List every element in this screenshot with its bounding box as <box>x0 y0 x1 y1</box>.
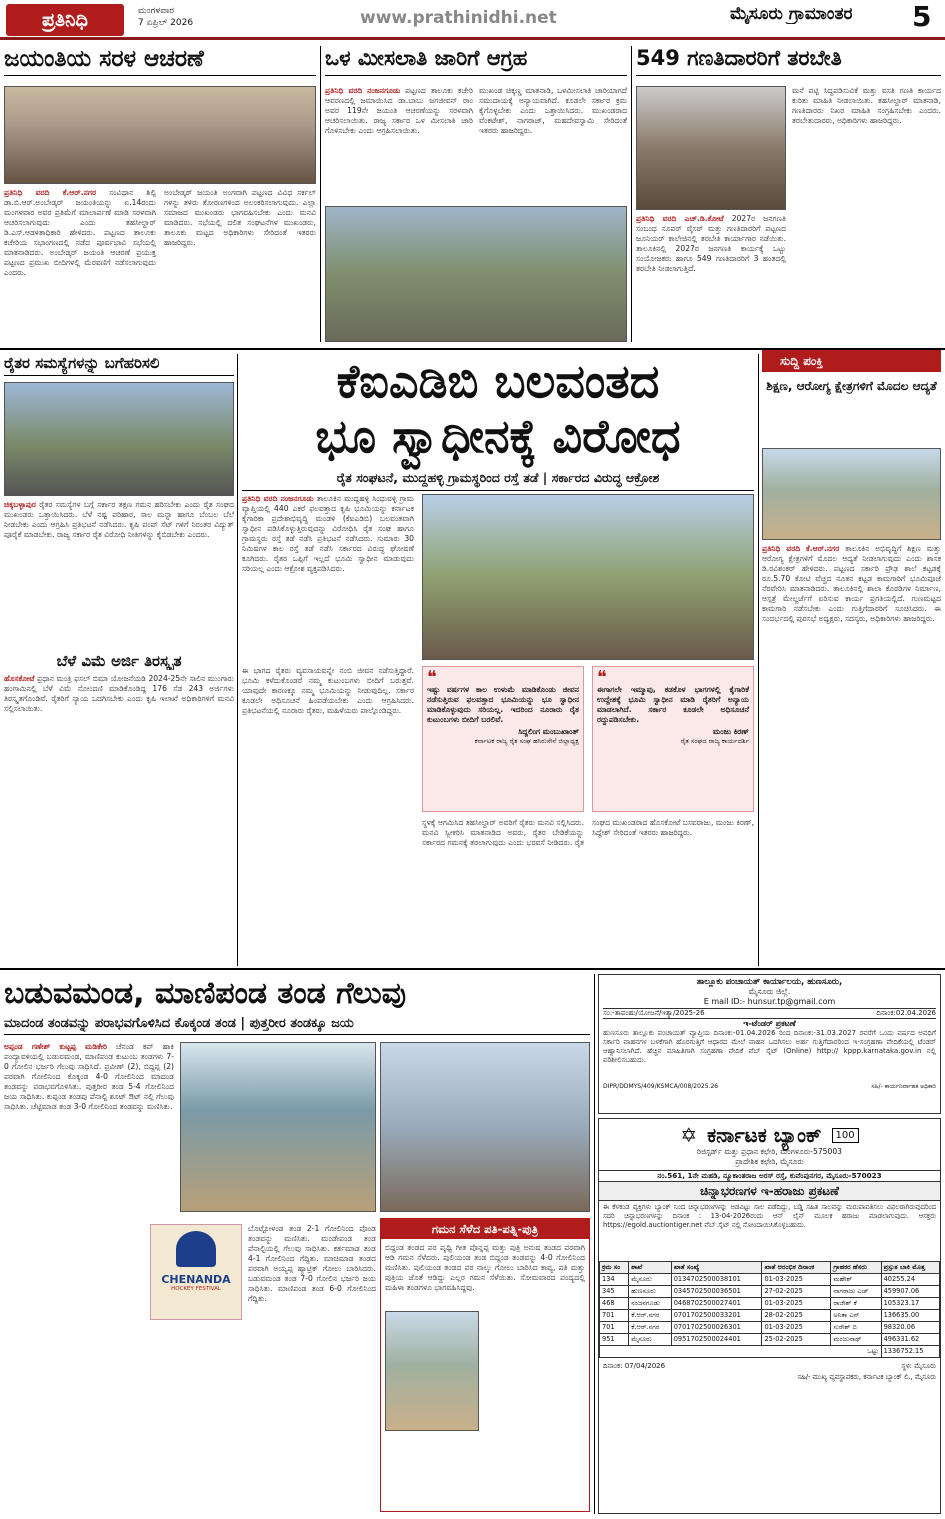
table-cell: ಮೈಸೂರು <box>629 1274 671 1286</box>
story5-headline: ಬೆಳೆ ವಿಮೆ ಅರ್ಜಿ ತಿರಸ್ಕೃತ <box>56 652 182 670</box>
sports-body-a: ಚೆನಂಡ ಕಪ್ ಹಾಕಿ ಪಂದ್ಯಾವಳಿಯಲ್ಲಿ ಬಡುವಮಂಡ, ಮಾಣಿಪಂಡ ಕುಟುಂಬ ತಂಡಗಳು 7-0 ಗೋಲಿನ ಭರ್ಜರಿ ಗೆಲುವು ಸಾಧಿಸಿದೆ. ಪ್ರವೀಣ್ (2), ಬಿದ್ದಪ್ಪ (2) ಪರವಾಗಿ ಗೋಲಿನಿಂದ ಕೊಕ್ಕಂಡ 4-0 ಗೋಲಿನಿಂದ ಮಾದಂಡ ತಂಡವನ್ನು ಪರಾಭವಗೊಳಿಸಿತು. ಪುತ್ತರೀರ ತಂಡ 5-4 ಗೋಲಿನಿಂದ ಜಯ ಸಾಧಿಸಿತು. ಕುಪ್ಪಂಡ ತಂಡವು ಪೆನಾಲ್ಟಿ ಶೂಟ್ ಔಟ್ ನಲ್ಲಿ ಗೆಲುವು ಸಾಧಿಸಿತು. ಚೆಟ್ಟಿಮಾಡ ತಂಡ 3-0 ಗೋಲಿನಿಂದ ತಂಡವನ್ನು ಮಣಿಸಿತು. <box>4 1042 174 1111</box>
notice-code: DIPR/DDMYS/409/KSMCA/008/2025.26 <box>603 1083 719 1090</box>
tender-notice <box>598 974 941 1114</box>
auction-col-header: ಶಾಖೆ <box>629 1262 671 1274</box>
lead-story <box>242 354 754 966</box>
table-cell: 01-03-2025 <box>762 1274 831 1286</box>
table-cell: 459907.06 <box>881 1286 939 1298</box>
story2-col1 <box>325 86 473 204</box>
bank-sub: ರಿಜಿಸ್ಟರ್ಡ್ ಮತ್ತು ಪ್ರಧಾನ ಕಛೇರಿ, ಮಂಗಳೂರು-575003 <box>696 1147 842 1156</box>
lead-col2: ಈ ಭಾಗದ ರೈತರು ವ್ಯವಸಾಯವನ್ನೇ ನಂಬಿ ಜೀವನ ನಡೆಸುತ್ತಿದ್ದಾರೆ. ಭೂಮಿ ಕಳೆದುಕೊಂಡರೆ ನಮ್ಮ ಕುಟುಂಬಗಳು ಬೀದಿಗೆ ಬರುತ್ತವೆ. ಯಾವುದೇ ಕಾರಣಕ್ಕೂ ನಮ್ಮ ಭೂಮಿಯನ್ನು ನೀಡುವುದಿಲ್ಲ. ಸರ್ಕಾರ ಕೂಡಲೇ ಅಧಿಸೂಚನೆ ಹಿಂಪಡೆಯಬೇಕು ಎಂದು ಆಗ್ರಹಿಸಿದರು. ಪ್ರತಿಭಟನೆಯಲ್ಲಿ ನೂರಾರು ರೈತರು, ಮಹಿಳೆಯರು ಪಾಲ್ಗೊಂಡಿದ್ದರು. <box>242 666 414 715</box>
lead-col3: ಸ್ಥಳಕ್ಕೆ ಆಗಮಿಸಿದ ತಹಸೀಲ್ದಾರ್ ಅವರಿಗೆ ರೈತರು ಮನವಿ ಸಲ್ಲಿಸಿದರು. ಮನವಿ ಸ್ವೀಕರಿಸಿ ಮಾತನಾಡಿದ ಅವರು, ರೈತರ ಬೇಡಿಕೆಯನ್ನು ಸರ್ಕಾರದ ಗಮನಕ್ಕೆ ತರಲಾಗುವುದು ಎಂದು ಭರವಸೆ ನೀಡಿದರು. ರೈತ ಸಂಘದ ಮುಖಂಡರಾದ ಹೊಸಕೋಟೆ ಬಸವರಾಜು, ಮಂಜು ಕಿರಣ್, ಸಿದ್ದೇಶ್ ಸೇರಿದಂತೆ ಇತರರು ಹಾಜರಿದ್ದರು. <box>422 818 754 847</box>
notice-district: ಮೈಸೂರು ಜಿಲ್ಲೆ. <box>748 987 791 996</box>
lead-quote-1 <box>422 666 584 812</box>
lead-photo <box>422 494 754 660</box>
paper-logo: ಪ್ರತಿನಿಧಿ <box>6 4 124 36</box>
table-cell: 701 <box>600 1322 629 1334</box>
column-rule <box>320 46 321 342</box>
table-total-row <box>600 1346 940 1358</box>
story2-photo <box>325 206 627 342</box>
notice-ref: ಸಂ:-ತಾಪಂಹು/ಯೋಜನೆ/ಇತ್ಯಾ/2025-26 <box>603 1009 705 1017</box>
bank-star-icon: ✡ <box>680 1123 698 1147</box>
logo-sub: HOCKEY FESTIVAL <box>171 1286 221 1292</box>
issue-day: ಮಂಗಳವಾರ <box>138 6 175 16</box>
auction-table <box>599 1261 940 1358</box>
quote2-role: ರೈತ ಸಂಘದ ರಾಜ್ಯ ಕಾರ್ಯದರ್ಶಿ <box>680 737 749 745</box>
table-cell: 136635.00 <box>881 1310 939 1322</box>
story4-byline: ಚಿಕ್ಕಬಳ್ಳಾಪುರ <box>4 500 36 509</box>
bank-name: ಕರ್ನಾಟಕ ಬ್ಯಾಂಕ್ <box>707 1123 822 1147</box>
sports-story <box>4 974 590 1514</box>
story3-headline: 549 ಗಣತಿದಾರರಿಗೆ ತರಬೇತಿ <box>636 46 941 76</box>
notice-refline <box>603 1008 936 1019</box>
brief-column <box>762 350 941 966</box>
story5-byline: ಹೊಸಕೋಟೆ <box>4 674 35 683</box>
story1-col2: ಅಂಬೇಡ್ಕರ್ ಜಯಂತಿ ಅಂಗವಾಗಿ ಪಟ್ಟಣದ ವಿವಿಧ ಸರ್ಕಲ್ ಗಳನ್ನು ತಳಿರು ತೋರಣಗಳಿಂದ ಅಲಂಕರಿಸಲಾಗುವುದು. ಎಲ್ಲಾ ಸಮಾಜದ ಮುಖಂಡರು ಭಾಗವಹಿಸಬೇಕು ಎಂದು ಮನವಿ ಮಾಡಿದರು. ಸಭೆಯಲ್ಲಿ ದಲಿತ ಸಂಘಟನೆಗಳ ಮುಖಂಡರು, ತಾಲೂಕು ಮಟ್ಟದ ಅಧಿಕಾರಿಗಳು ಸೇರಿದಂತೆ ಇತರರು ಹಾಜರಿದ್ದರು. <box>164 188 316 247</box>
bank-auction-ad <box>598 1118 941 1514</box>
bank-brand <box>599 1123 940 1147</box>
story3-place: ಎಚ್.ಡಿ.ಕೋಟೆ <box>684 214 724 223</box>
issue-date <box>138 5 193 29</box>
table-cell: 28-02-2025 <box>762 1310 831 1322</box>
quote1-role: ಕರ್ನಾಟಕ ರಾಜ್ಯ ರೈತ ಸಂಘ ಹಸಿರುಸೇನೆ ಜಿಲ್ಲಾಧ್ಯಕ್ಷ <box>474 737 579 745</box>
story4-headline: ರೈತರ ಸಮಸ್ಯೆಗಳನ್ನು ಬಗೆಹರಿಸಲಿ <box>4 354 234 376</box>
column-rule <box>758 354 759 966</box>
section-rule <box>0 968 945 970</box>
brief-body-text: ತಾಲೂಕಿನ ಅಭಿವೃದ್ಧಿಗೆ ಶಿಕ್ಷಣ ಮತ್ತು ಆರೋಗ್ಯ ಕ್ಷೇತ್ರಗಳಿಗೆ ಮೊದಲ ಆದ್ಯತೆ ನೀಡಲಾಗುವುದು ಎಂದು ಶಾಸಕ ಡಿ.ರವಿಶಂಕರ್ ಹೇಳಿದರು. ಪಟ್ಟಣದ ಸರ್ಕಾರಿ ಪ್ರೌಢ ಶಾಲೆ ಕಟ್ಟಡಕ್ಕೆ ರೂ.5.70 ಕೋಟಿ ವೆಚ್ಚದ ನೂತನ ಕಟ್ಟಡ ಕಾಮಗಾರಿಗೆ ಭೂಮಿಪೂಜೆ ನೆರವೇರಿಸಿ ಮಾತನಾಡಿದರು. ತಾಲೂಕಿನಲ್ಲಿ ಶಾಲಾ ಕೊಠಡಿಗಳ ನಿರ್ಮಾಣ, ಆಸ್ಪತ್ರೆ ಮೇಲ್ದರ್ಜೆಗೆ ಏರಿಸುವ ಕಾರ್ಯ ಪ್ರಗತಿಯಲ್ಲಿದೆ. ಗುಣಮಟ್ಟದ ಕಾಮಗಾರಿ ನಡೆಸಬೇಕು ಎಂದು ಗುತ್ತಿಗೆದಾರರಿಗೆ ಸೂಚಿಸಿದರು. ಈ ಸಂದರ್ಭದಲ್ಲಿ ಪುರಸಭೆ ಅಧ್ಯಕ್ಷರು, ಸದಸ್ಯರು, ಅಧಿಕಾರಿಗಳು ಹಾಜರಿದ್ದರು. <box>762 544 941 623</box>
story3-byline: ಪ್ರತಿನಿಧಿ ವರದಿ <box>636 214 677 223</box>
story4-body-text: ರೈತರ ಸಮಸ್ಯೆಗಳ ಬಗ್ಗೆ ಸರ್ಕಾರ ತಕ್ಷಣ ಗಮನ ಹರಿಸಬೇಕು ಎಂದು ರೈತ ಸಂಘದ ಮುಖಂಡರು ಒತ್ತಾಯಿಸಿದರು. ಬೆಳೆ ನಷ್ಟ ಪರಿಹಾರ, ಸಾಲ ಮನ್ನಾ ಹಾಗೂ ಬೆಂಬಲ ಬೆಲೆ ನೀಡಬೇಕು ಎಂದು ಆಗ್ರಹಿಸಿ ಪ್ರತಿಭಟನೆ ನಡೆಸಿದರು. ಕೃಷಿ ಪಂಪ್ ಸೆಟ್ ಗಳಿಗೆ ನಿರಂತರ ವಿದ್ಯುತ್ ಪೂರೈಕೆ ಮಾಡಬೇಕು. ರಾಜ್ಯ ಸರ್ಕಾರ ರೈತ ವಿರೋಧಿ ನೀತಿಗಳನ್ನು ಕೈಬಿಡಬೇಕು ಎಂದರು. <box>4 500 234 539</box>
bank-body: ಈ ಕೆಳಕಂಡ ವ್ಯಕ್ತಿಗಳು ಬ್ಯಾಂಕ್ ನಿಂದ ಚಿನ್ನಾಭರಣಗಳನ್ನು ಅಡವಿಟ್ಟು ಸಾಲ ಪಡೆದಿದ್ದು, ಬಡ್ಡಿ ಸಹಿತ ಸಾಲವನ್ನು ಮರುಪಾವತಿಸಲು ವಿಫಲರಾಗಿರುವುದರಿಂದ ಸದರಿ ಚಿನ್ನಾಭರಣಗಳನ್ನು ದಿನಾಂಕ : 13-04-2026ರಂದು ಆನ್ ಲೈನ್ ಮೂಲಕ ಹರಾಜು ಮಾಡಲಾಗುವುದು. ಆಸಕ್ತರು https://egold.auctiontiger.net ವೆಬ್ ಸೈಟ್ ನಲ್ಲಿ ನೋಂದಾಯಿಸಿಕೊಳ್ಳಬಹುದು. <box>603 1203 936 1229</box>
quote1-author: ಸಿದ್ದಲಿಂಗ ಮಂಬುಖಾಂತ್ <box>518 727 579 736</box>
story1-col1 <box>4 188 156 344</box>
table-cell: 0701702500026301 <box>671 1322 762 1334</box>
table-cell: ರಾಜೇಶ್ ಕೆ <box>831 1298 881 1310</box>
table-cell: ಕೆ.ಆರ್.ನಗರ <box>629 1310 671 1322</box>
notice-title: ಇ-ಟೆಂಡರ್ ಪ್ರಕಟಣೆ <box>743 1019 796 1028</box>
story-farmers <box>4 354 234 784</box>
story2-place: ನಂಜನಗೂಡು <box>367 86 401 95</box>
column-rule <box>631 46 632 342</box>
quote1-text: ಇಷ್ಟು ವರ್ಷಗಳ ಕಾಲ ಉಳುಮೆ ಮಾಡಿಕೊಂಡು ಜೀವನ ನಡೆಸುತ್ತಿರುವ ಫಲವತ್ತಾದ ಭೂಮಿಯನ್ನು ಭೂ ಸ್ವಾಧೀನ ಮಾಡಿಕೊಳ್ಳುವುದು ಸರಿಯಲ್ಲ. ಇದರಿಂದ ನೂರಾರು ರೈತ ಕುಟುಂಬಗಳು ಬೀದಿಗೆ ಬರಲಿವೆ. <box>427 685 579 724</box>
masthead <box>0 0 945 40</box>
table-row <box>600 1310 940 1322</box>
notice-footer <box>603 1083 936 1091</box>
table-cell: 134 <box>600 1274 629 1286</box>
table-cell: 0345702500036501 <box>671 1286 762 1298</box>
table-cell: 01-03-2025 <box>762 1298 831 1310</box>
table-cell: 01-03-2025 <box>762 1322 831 1334</box>
brief-byline: ಪ್ರತಿನಿಧಿ ವರದಿ <box>762 544 801 553</box>
table-cell: 25-02-2025 <box>762 1334 831 1346</box>
auction-col-header: ಗ್ರಾಹಕರ ಹೆಸರು <box>831 1262 881 1274</box>
table-cell: 951 <box>600 1334 629 1346</box>
story5-body <box>4 674 234 782</box>
table-cell: 345 <box>600 1286 629 1298</box>
sports-byline: ಅಪ್ಪಂಡ ಗಣೇಶ್ ಕುಟ್ಟಪ್ಪ <box>4 1042 77 1051</box>
brief-body <box>762 544 941 964</box>
chenanda-logo <box>150 1224 242 1320</box>
table-cell: ಹುಣಸೂರು <box>629 1286 671 1298</box>
table-cell: 701 <box>600 1310 629 1322</box>
story1-headline: ಜಯಂತಿಯ ಸರಳ ಆಚರಣೆ <box>4 46 316 76</box>
table-row <box>600 1322 940 1334</box>
story5-body-text: ಪ್ರಧಾನ ಮಂತ್ರಿ ಫಸಲ್ ಬಿಮಾ ಯೋಜನೆಯಡಿ 2024-25ನೇ ಸಾಲಿನ ಮುಂಗಾರು ಹಂಗಾಮಿನಲ್ಲಿ ಬೆಳೆ ವಿಮೆ ನೋಂದಣಿ ಮಾಡಿಕೊಂಡಿದ್ದ 176 ಸೆಡ 243 ಅರ್ಜಿಗಳು ತಿರಸ್ಕೃತಗೊಂಡಿವೆ. ರೈತರಿಗೆ ನ್ಯಾಯ ಒದಗಿಸಬೇಕು ಎಂದು ಕೃಷಿ ಇಲಾಖೆ ಅಧಿಕಾರಿಗಳಿಗೆ ಮನವಿ ಸಲ್ಲಿಸಲಾಯಿತು. <box>4 674 234 713</box>
bank-address: ನಂ.561, 1ನೇ ಮಹಡಿ, ನ್ಯೂಕಾಂತರಾಜ ಅರಸ್ ರಸ್ತೆ, ಕುವೆಂಪುನಗರ, ಮೈಸೂರು-570023 <box>599 1170 940 1182</box>
column-rule <box>237 354 238 966</box>
lead-place: ನಂಜನಗೂಡು <box>280 494 314 503</box>
table-cell: 98320.06 <box>881 1322 939 1334</box>
story-census <box>636 46 941 346</box>
table-cell: 0951702500024401 <box>671 1334 762 1346</box>
notice-date: ದಿನಾಂಕ:02.04.2026 <box>876 1009 936 1017</box>
bank-office: ಪ್ರಾದೇಶಿಕ ಕಛೇರಿ, ಮೈಸೂರು <box>735 1157 804 1166</box>
bank-date: ದಿನಾಂಕ: 07/04/2026 <box>603 1362 666 1370</box>
brief-photo <box>762 448 941 540</box>
logo-name: CHENANDA <box>161 1273 231 1286</box>
table-cell: 496331.62 <box>881 1334 939 1346</box>
lead-col1 <box>242 494 414 660</box>
story4-body <box>4 500 234 648</box>
story-reservation <box>325 46 627 346</box>
issue-date-text: 7 ಏಪ್ರಿಲ್ 2026 <box>138 18 194 28</box>
bank-signed: ಸಹಿ/- ಮುಖ್ಯ ವ್ಯವಸ್ಥಾಪಕರು, ಕರ್ನಾಟಕ ಬ್ಯಾಂಕ್ ಲಿ., ಮೈಸೂರು <box>797 1373 936 1381</box>
column-rule <box>594 974 595 1514</box>
table-cell: 468 <box>600 1298 629 1310</box>
notice-body: ಹುಣಸೂರು ತಾಲ್ಲೂಕು ಪಂಚಾಯತ್ ವ್ಯಾಪ್ತಿಯ ದಿನಾಂಕ:-01.04.2026 ರಿಂದ ದಿನಾಂಕ:-31.03.2027 ರವರೆಗೆ ಒಂದು ವರ್ಷದ ಅವಧಿಗೆ ಸರ್ಕಾರಿ ವಾಹನಗಳ ಬಳಕೆಗಾಗಿ ಹೊರಗುತ್ತಿಗೆ ಆಧಾರದ ಮೇಲೆ ವಾಹನ ಒದಗಿಸಲು ಅರ್ಹ ಗುತ್ತಿಗೆದಾರರಿಂದ ಇ-ಸಂಗ್ರಹಣಾ ವೇದಿಕೆಯಲ್ಲಿ ಟೆಂಡರ್ ಆಹ್ವಾನಿಸಲಾಗಿದೆ. ಹೆಚ್ಚಿನ ಮಾಹಿತಿಗಾಗಿ ಸಂಗ್ರಹಣಾ ವೇದಿಕೆ ವೆಬ್ ಸೈಟ್ (Online) http:// kppp.karnataka.gov.in ನಲ್ಲಿ ಪರಿಶೀಲಿಸಬಹುದು. <box>603 1029 936 1064</box>
sports-photo-2 <box>380 1042 590 1212</box>
sports-deck: ಮಾದಂಡ ತಂಡವನ್ನು ಪರಾಭವಗೊಳಿಸಿದ ಕೊಕ್ಕಂಡ ತಂಡ | ಪುತ್ತರೀರ ತಂಡಕ್ಕೂ ಜಯ <box>4 1016 590 1035</box>
table-cell: ನಂಜನಗೂಡು <box>629 1298 671 1310</box>
brief-label: ಸುದ್ದಿ ಪಂಕ್ತಿ <box>762 350 941 372</box>
lead-body-a: ತಾಲೂಕಿನ ಮುದ್ದಹಳ್ಳಿ ಸಿಂಧುವಳ್ಳಿ ಗ್ರಾಮ ವ್ಯಾಪ್ತಿಯಲ್ಲಿ 440 ಎಕರೆ ಫಲವತ್ತಾದ ಕೃಷಿ ಭೂಮಿಯನ್ನು ಕರ್ನಾಟಕ ಕೈಗಾರಿಕಾ ಪ್ರದೇಶಾಭಿವೃದ್ಧಿ ಮಂಡಳಿ (ಕೆಐಎಡಿಬಿ) ಬಲವಂತವಾಗಿ ಸ್ವಾಧೀನ ಪಡಿಸಿಕೊಳ್ಳುತ್ತಿರುವುದನ್ನು ವಿರೋಧಿಸಿ ರೈತ ಸಂಘ ಹಾಗೂ ಗ್ರಾಮಸ್ಥರು ರಸ್ತೆ ತಡೆ ನಡೆಸಿ ಪ್ರತಿಭಟನೆ ನಡೆಸಿದರು. ಸುಮಾರು 30 ನಿಮಿಷಗಳ ಕಾಲ ರಸ್ತೆ ತಡೆ ನಡೆಸಿ ಸರ್ಕಾರದ ವಿರುದ್ಧ ಘೋಷಣೆ ಕೂಗಿದರು. ರೈತರ ಒಪ್ಪಿಗೆ ಇಲ್ಲದೆ ಭೂಮಿ ಸ್ವಾಧೀನ ಮಾಡುವುದು ಸರಿಯಲ್ಲ ಎಂದು ಆಕ್ರೋಶ ವ್ಯಕ್ತಪಡಿಸಿದರು. <box>242 494 414 573</box>
story2-body-a: ಪಟ್ಟಣದ ತಾಲೂಕು ಕಚೇರಿ ಆವರಣದಲ್ಲಿ ಜಮಾಯಿಸಿದ ಡಾ.ಬಾಬು ಜಗಜೀವನ್ ರಾಂ ಅವರ 119ನೇ ಜಯಂತಿ ಆಚರಣೆಯನ್ನು ಸರಳವಾಗಿ ಆಚರಿಸಲಾಯಿತು. ರಾಜ್ಯ ಸರ್ಕಾರ ಒಳ ಮೀಸಲಾತಿ ಜಾರಿ ಗೊಳಿಸಬೇಕು ಎಂದು ಆಗ್ರಹಿಸಲಾಯಿತು. <box>325 86 473 135</box>
sports-place: ಮಡಿಕೇರಿ <box>85 1042 108 1051</box>
sports-photo-1 <box>180 1042 376 1212</box>
story3-col1 <box>636 214 786 344</box>
quote-mark-icon: ❝ <box>427 667 437 688</box>
brief-headline: ಶಿಕ್ಷಣ, ಆರೋಗ್ಯ ಕ್ಷೇತ್ರಗಳಿಗೆ ಮೊದಲ ಆದ್ಯತೆ <box>766 379 937 393</box>
lead-headline-2: ಭೂ ಸ್ವಾಧೀನಕ್ಕೆ ವಿರೋಧ <box>315 409 681 463</box>
box-title: ಗಮನ ಸೆಳೆದ ಪತಿ-ಪತ್ನಿ-ಪುತ್ರಿ <box>381 1219 589 1239</box>
table-cell: ಸುರೇಶ್ ಬಿ <box>831 1322 881 1334</box>
notice-email: E mail ID:- hunsur.tp@gmail.com <box>703 997 836 1006</box>
story4-photo <box>4 382 234 496</box>
page-number: 5 <box>912 0 932 33</box>
table-row <box>600 1286 940 1298</box>
box-body: ಬಿದ್ದಂಡ ತಂಡದ ಪರ ಪೃಥ್ವಿ ಗೀತ ಪೊನ್ನಪ್ಪ ಮತ್ತು ಪುತ್ರಿ ಅನುಷ ತಂಡದ ಪರವಾಗಿ ಆಡಿ ಗಮನ ಸೆಳೆದರು. ಪುಲಿಯಂಡ ತಂಡ ಬಿದ್ದಂಡ ತಂಡವನ್ನು 4-0 ಗೋಲಿನಿಂದ ಮಣಿಸಿತು. ಪುಲಿಯಂಡ ತಂಡದ ಪರ ನಾಲ್ಕು ಗೋಲು ಬಾರಿಸಿದ ಕಾವ್ಯ, ಪತಿ ಮತ್ತು ಪುತ್ರಿಯ ಜೊತೆ ಆಡಿದ್ದು ಎಲ್ಲರ ಗಮನ ಸೆಳೆಯಿತು. ಸೋಮವಾರದ ಪಂದ್ಯದಲ್ಲಿ ಮಹಿಳಾ ತಂಡಗಳೂ ಭಾಗವಹಿಸಿದ್ದವು. <box>385 1243 585 1292</box>
table-cell: 105323.17 <box>881 1298 939 1310</box>
table-cell: ಅನಿತಾ ಎಸ್ <box>831 1310 881 1322</box>
hockey-player-icon <box>176 1231 216 1267</box>
story1-place: ಕೆ.ಆರ್.ನಗರ <box>62 188 97 197</box>
bank-footer <box>599 1360 940 1373</box>
table-cell: 27-02-2025 <box>762 1286 831 1298</box>
story2-headline: ಒಳ ಮೀಸಲಾತಿ ಜಾರಿಗೆ ಆಗ್ರಹ <box>325 46 627 76</box>
quote2-author: ಮಂಜು ಕಿರಣ್ <box>712 727 749 736</box>
auction-col-header: ಖಾತೆ ಆರಂಭಿಕ ದಿನಾಂಕ <box>762 1262 831 1274</box>
story1-body-a: ಸಂವಿಧಾನ ಶಿಲ್ಪಿ ಡಾ.ಬಿ.ಆರ್.ಅಂಬೇಡ್ಕರ್ ಜಯಂತಿಯನ್ನು ಏ.14ರಂದು ಮಂಗಳವಾರ ಅವರ ಪ್ರತಿಮೆಗೆ ಮಾಲಾರ್ಪಣೆ ಮಾಡಿ ಸರಳವಾಗಿ ಆಚರಿಸಲಾಗುವುದು ಎಂದು ತಹಸೀಲ್ದಾರ್ ಡಿ.ಎಸ್.ಆಡಳಿತಾಧಿಕಾರಿ ಹೇಳಿದರು. ಪಟ್ಟಣದ ತಾಲೂಕು ಕಚೇರಿಯ ಸಭಾಂಗಣದಲ್ಲಿ ನಡೆದ ಪೂರ್ವಭಾವಿ ಸಭೆಯಲ್ಲಿ ಮಾತನಾಡಿದರು. ಅಂಬೇಡ್ಕರ್ ಜಯಂತಿ ಆಚರಣೆ ಪ್ರಯುಕ್ತ ಪಟ್ಟಣದ ಪ್ರಮುಖ ಬೀದಿಗಳಲ್ಲಿ ಮೆರವಣಿಗೆ ನಡೆಸಲಾಗುವುದು ಎಂದರು. <box>4 188 156 277</box>
table-cell: ಕೆ.ಆರ್.ನಗರ <box>629 1322 671 1334</box>
lead-deck: ರೈತ ಸಂಘಟನೆ, ಮುದ್ದಹಳ್ಳಿ ಗ್ರಾಮಸ್ಥರಿಂದ ರಸ್ತೆ ತಡೆ | ಸರ್ಕಾರದ ವಿರುದ್ಧ ಆಕ್ರೋಶ <box>242 470 754 491</box>
story1-byline: ಪ್ರತಿನಿಧಿ ವರದಿ <box>4 188 50 197</box>
section-title: ಮೈಸೂರು ಗ್ರಾಮಾಂತರ <box>730 4 853 24</box>
story2-byline: ಪ್ರತಿನಿಧಿ ವರದಿ <box>325 86 363 95</box>
table-cell: 40255.24 <box>881 1274 939 1286</box>
site-url[interactable]: www.prathinidhi.net <box>360 8 557 28</box>
bank-100-icon: 100 <box>832 1128 859 1143</box>
total-label: ಒಟ್ಟು <box>600 1346 882 1358</box>
lead-byline: ಪ್ರತಿನಿಧಿ ವರದಿ <box>242 494 278 503</box>
auction-col-header: ಕ್ರಮ ಸಂ <box>600 1262 629 1274</box>
sports-col1 <box>4 1042 174 1512</box>
quote-mark-icon: ❝ <box>597 667 607 688</box>
auction-col-header: ಖಾತೆ ಸಂಖ್ಯೆ <box>671 1262 762 1274</box>
bank-title: ಚಿನ್ನಾಭರಣಗಳ ಇ-ಹರಾಜು ಪ್ರಕಟಣೆ <box>599 1182 940 1201</box>
table-cell: ಮಂಜುನಾಥ್ <box>831 1334 881 1346</box>
table-cell: 0134702500038101 <box>671 1274 762 1286</box>
bank-place: ಸ್ಥಳ: ಮೈಸೂರು <box>901 1362 936 1370</box>
table-cell: ಮೈಸೂರು <box>629 1334 671 1346</box>
auction-table-header <box>600 1262 940 1274</box>
story1-photo <box>4 86 316 184</box>
story3-col2: ಮನೆ ಪಟ್ಟಿ ಸಿದ್ಧಪಡಿಸುವಿಕೆ ಮತ್ತು ವಸತಿ ಗಣತಿ ಕಾರ್ಯದ ಕುರಿತು ಮಾಹಿತಿ ನೀಡಲಾಯಿತು. ತಹಸೀಲ್ದಾರ್ ಮಾತನಾಡಿ, ಗಣತಿದಾರರು ನಿಖರ ಮಾಹಿತಿ ಸಂಗ್ರಹಿಸಬೇಕು ಎಂದರು. ತರಬೇತುದಾರರು, ಅಧಿಕಾರಿಗಳು ಹಾಜರಿದ್ದರು. <box>792 86 941 125</box>
lead-headline-1: ಕೆಐಎಡಿಬಿ ಬಲವಂತದ <box>336 354 660 408</box>
quote2-text: ಈಗಾಗಲೇ ಇಮ್ಮಾವು, ಕಡಕೊಳ ಭಾಗಗಳಲ್ಲಿ ಕೈಗಾರಿಕೆ ಉದ್ದೇಶಕ್ಕೆ ಭೂಮಿ ಸ್ವಾಧೀನ ಮಾಡಿ ರೈತರಿಗೆ ಅನ್ಯಾಯ ಮಾಡಲಾಗಿದೆ. ಸರ್ಕಾರ ಕೂಡಲೇ ಅಧಿಸೂಚನೆ ರದ್ದುಪಡಿಸಬೇಕು. <box>597 685 749 724</box>
sports-headline: ಬಡುವಮಂಡ, ಮಾಣಿಪಂಡ ತಂಡ ಗೆಲುವು <box>4 976 407 1011</box>
table-row <box>600 1334 940 1346</box>
table-row <box>600 1298 940 1310</box>
brief-place: ಕೆ.ಆರ್.ನಗರ <box>805 544 840 553</box>
table-row <box>600 1274 940 1286</box>
story2-col2: ಮುಖಂಡ ಚಿಕ್ಕಣ್ಣ ಮಾತನಾಡಿ, ಒಳಮೀಸಲಾತಿ ಜಾರಿಯಾಗದೆ ಸಮುದಾಯಕ್ಕೆ ಅನ್ಯಾಯವಾಗಿದೆ. ಕೂಡಲೇ ಸರ್ಕಾರ ಕ್ರಮ ಕೈಗೊಳ್ಳಬೇಕು ಎಂದು ಒತ್ತಾಯಿಸಿದರು. ಮುಖಂಡರಾದ ವೆಂಕಟೇಶ್, ನಾಗರಾಜ್, ಮಹದೇವಸ್ವಾಮಿ ಸೇರಿದಂತೆ ಇತರರು ಹಾಜರಿದ್ದರು. <box>479 86 627 135</box>
table-cell: 0468702500027401 <box>671 1298 762 1310</box>
story-ambedkar <box>4 46 316 346</box>
notice-signed: ಸಹಿ/- ಕಾರ್ಯನಿರ್ವಾಹಕ ಅಧಿಕಾರಿ <box>871 1083 936 1090</box>
table-cell: ನಾಗರಾಜು ಎಚ್ <box>831 1286 881 1298</box>
table-cell: 0701702500033201 <box>671 1310 762 1322</box>
story3-body-a: 2027ರ ಜನಗಣತಿ ಸಂಬಂಧ ಸೂಪರ್ ವೈಸರ್ ಮತ್ತು ಗಣತಿದಾರರಿಗೆ ಪಟ್ಟಣದ ಜೂನಿಯರ್ ಕಾಲೇಜಿನಲ್ಲಿ ತರಬೇತಿ ಕಾರ್ಯಾಗಾರ ನಡೆಯಿತು. ತಾಲೂಕಿನಲ್ಲಿ 2027ರ ಜನಗಣತಿ ಕಾರ್ಯಕ್ಕೆ ಒಟ್ಟು ಸಂಯೋಜಕರು ಹಾಗೂ 549 ಗಣತಿದಾರರಿಗೆ 3 ಹಂತದಲ್ಲಿ ತರಬೇತಿ ನೀಡಲಾಗುತ್ತಿದೆ. <box>636 214 786 273</box>
table-cell: ಮಹೇಶ್ <box>831 1274 881 1286</box>
total-value: 1336752.15 <box>881 1346 939 1358</box>
story3-photo <box>636 86 786 210</box>
sports-col2: ಬೊಟ್ಟೋಳಂಡ ತಂಡ 2-1 ಗೋಲಿನಿಂದ ಪೊಂಡ ತಂಡವನ್ನು ಮಣಿಸಿತು. ಮಂಡೇಪಂಡ ತಂಡ ಪೆನಾಲ್ಟಿಯಲ್ಲಿ ಗೆಲುವು ಸಾಧಿಸಿತು. ಕರ್ತಮಾಡ ತಂಡ 4-1 ಗೋಲಿನಿಂದ ಗೆದ್ದಿತು. ಮಾಚಿಮಾಡ ತಂಡದ ಪರವಾಗಿ ಅಯ್ಯಪ್ಪ ಹ್ಯಾಟ್ರಿಕ್ ಗೋಲು ಬಾರಿಸಿದರು. ಬಡುವಮಂಡ ತಂಡ 7-0 ಗೋಲಿನ ಭರ್ಜರಿ ಜಯ ಸಾಧಿಸಿತು. ಮಾಣಿಪಂಡ ತಂಡ 6-0 ಗೋಲಿನಿಂದ ಗೆದ್ದಿತು. <box>248 1224 376 1303</box>
lead-quote-2 <box>592 666 754 812</box>
auction-col-header: ಪ್ರಸ್ತುತ ಬಾಕಿ ಮೊತ್ತ <box>881 1262 939 1274</box>
notice-office: ತಾಲ್ಲೂಕು ಪಂಚಾಯತ್ ಕಾರ್ಯಾಲಯ, ಹುಣಸೂರು, <box>696 977 843 987</box>
sports-family-box <box>380 1218 590 1512</box>
